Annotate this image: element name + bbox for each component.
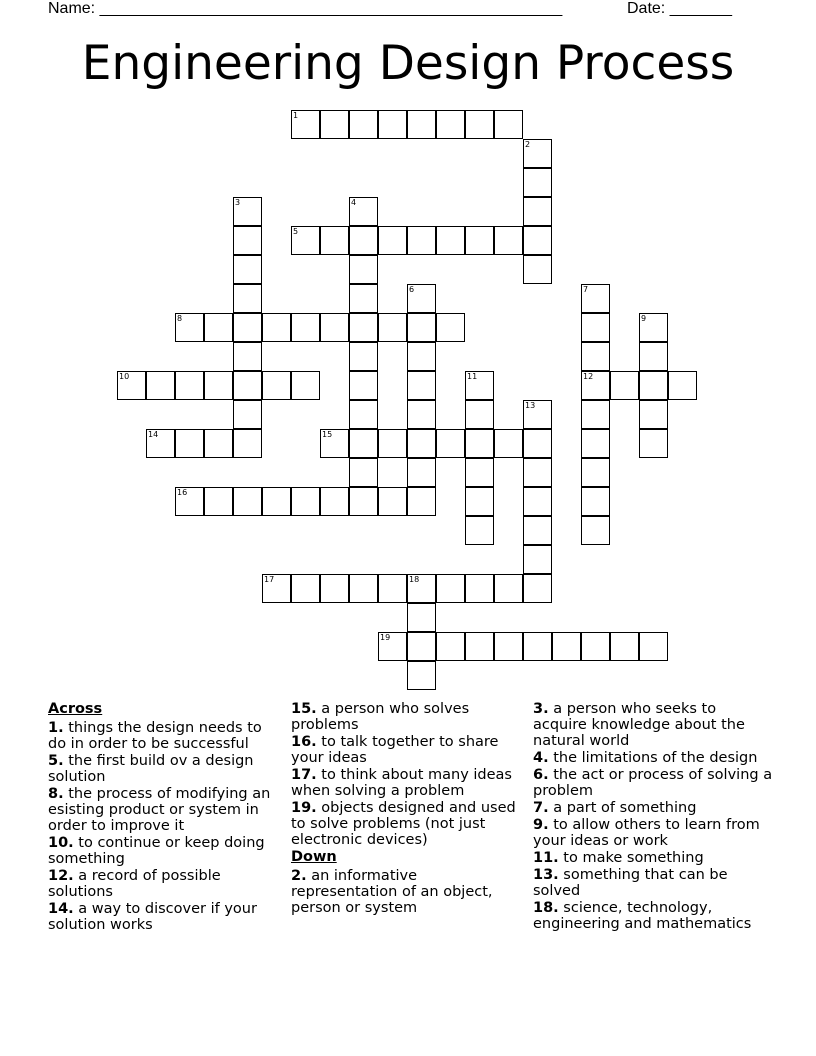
grid-cell[interactable] <box>349 255 378 284</box>
grid-cell[interactable] <box>407 371 436 400</box>
clue-down-7: 7. a part of something <box>533 800 697 816</box>
grid-cell[interactable] <box>639 429 668 458</box>
grid-cell[interactable] <box>320 313 349 342</box>
clue-across-19: 19. objects designed and used to solve problems (not just electronic devices) <box>291 800 516 848</box>
clue-number: 16 <box>177 488 188 497</box>
grid-cell[interactable] <box>349 284 378 313</box>
grid-cell[interactable] <box>581 632 610 661</box>
grid-cell[interactable] <box>494 429 523 458</box>
grid-cell[interactable] <box>407 284 436 313</box>
grid-cell[interactable] <box>407 574 436 603</box>
grid-cell[interactable] <box>581 487 610 516</box>
grid-cell[interactable] <box>320 110 349 139</box>
grid-cell[interactable] <box>494 574 523 603</box>
grid-cell[interactable] <box>291 574 320 603</box>
grid-cell[interactable] <box>581 371 610 400</box>
grid-cell[interactable] <box>581 400 610 429</box>
grid-cell[interactable] <box>407 429 436 458</box>
grid-cell[interactable] <box>639 400 668 429</box>
grid-cell[interactable] <box>262 487 291 516</box>
grid-cell[interactable] <box>523 458 552 487</box>
clue-down-9: 9. to allow others to learn from your ideas or work <box>533 817 760 849</box>
clue-across-1: 1. things the design needs to do in order to be successful <box>48 720 262 752</box>
grid-cell[interactable] <box>204 313 233 342</box>
grid-cell[interactable] <box>378 487 407 516</box>
clue-down-2: 2. an informative representation of an object, person or system <box>291 868 493 916</box>
clue-down-11: 11. to make something <box>533 850 704 866</box>
grid-cell[interactable] <box>407 110 436 139</box>
grid-cell[interactable] <box>494 110 523 139</box>
grid-cell[interactable] <box>639 632 668 661</box>
grid-cell[interactable] <box>581 342 610 371</box>
grid-cell[interactable] <box>465 226 494 255</box>
grid-cell[interactable] <box>349 197 378 226</box>
grid-cell[interactable] <box>233 313 262 342</box>
grid-cell[interactable] <box>523 197 552 226</box>
grid-cell[interactable] <box>639 313 668 342</box>
clues-column-3 <box>533 701 773 933</box>
grid-cell[interactable] <box>262 371 291 400</box>
grid-cell[interactable] <box>436 226 465 255</box>
clue-number: 5 <box>293 227 299 236</box>
grid-cell[interactable] <box>349 400 378 429</box>
grid-cell[interactable] <box>175 487 204 516</box>
grid-cell[interactable] <box>233 371 262 400</box>
grid-cell[interactable] <box>407 603 436 632</box>
clue-number: 1 <box>293 111 299 120</box>
grid-cell[interactable] <box>436 574 465 603</box>
across-heading: Across <box>48 701 103 717</box>
clue-number: 8 <box>177 314 183 323</box>
grid-cell[interactable] <box>407 342 436 371</box>
grid-cell[interactable] <box>581 284 610 313</box>
grid-cell[interactable] <box>465 400 494 429</box>
grid-cell[interactable] <box>407 313 436 342</box>
date-field-label: Date: _______ <box>627 0 732 17</box>
grid-cell[interactable] <box>378 429 407 458</box>
grid-cell[interactable] <box>465 574 494 603</box>
clue-across-10: 10. to continue or keep doing something <box>48 835 265 867</box>
grid-cell[interactable] <box>291 371 320 400</box>
grid-cell[interactable] <box>291 110 320 139</box>
grid-cell[interactable] <box>436 429 465 458</box>
clue-down-6: 6. the act or process of solving a problem <box>533 767 773 799</box>
clue-number: 7 <box>583 285 589 294</box>
clue-number: 19 <box>380 633 391 642</box>
down-heading: Down <box>291 849 337 865</box>
clue-number: 13 <box>525 401 536 410</box>
clue-across-17: 17. to think about many ideas when solving a problem <box>291 767 512 799</box>
grid-cell[interactable] <box>465 429 494 458</box>
clue-down-13: 13. something that can be solved <box>533 867 728 899</box>
clues-column-1 <box>48 701 284 934</box>
grid-cell[interactable] <box>378 574 407 603</box>
grid-cell[interactable] <box>320 574 349 603</box>
grid-cell[interactable] <box>204 429 233 458</box>
grid-cell[interactable] <box>523 545 552 574</box>
grid-cell[interactable] <box>349 458 378 487</box>
clue-across-16: 16. to talk together to share your ideas <box>291 734 499 766</box>
grid-cell[interactable] <box>523 168 552 197</box>
grid-cell[interactable] <box>494 632 523 661</box>
grid-cell[interactable] <box>523 400 552 429</box>
grid-cell[interactable] <box>523 429 552 458</box>
grid-cell[interactable] <box>378 226 407 255</box>
grid-cell[interactable] <box>668 371 697 400</box>
grid-cell[interactable] <box>465 487 494 516</box>
grid-cell[interactable] <box>233 429 262 458</box>
grid-cell[interactable] <box>291 313 320 342</box>
clue-down-4: 4. the limitations of the design <box>533 750 758 766</box>
clue-across-5: 5. the first build ov a design solution <box>48 753 254 785</box>
page-title: Engineering Design Process <box>81 36 735 91</box>
grid-cell[interactable] <box>146 371 175 400</box>
grid-cell[interactable] <box>465 632 494 661</box>
grid-cell[interactable] <box>378 632 407 661</box>
grid-cell[interactable] <box>465 516 494 545</box>
clue-down-18: 18. science, technology, engineering and mathematics <box>533 900 752 932</box>
grid-cell[interactable] <box>262 313 291 342</box>
clues-column-2 <box>291 701 523 917</box>
grid-cell[interactable] <box>436 110 465 139</box>
grid-cell[interactable] <box>523 574 552 603</box>
grid-cell[interactable] <box>233 284 262 313</box>
grid-cell[interactable] <box>233 400 262 429</box>
grid-cell[interactable] <box>175 371 204 400</box>
grid-cell[interactable] <box>320 487 349 516</box>
clue-across-8: 8. the process of modifying an esisting product or system in order to improve it <box>48 786 271 834</box>
grid-cell[interactable] <box>494 226 523 255</box>
grid-cell[interactable] <box>407 632 436 661</box>
grid-cell[interactable] <box>262 574 291 603</box>
clue-number: 11 <box>467 372 478 381</box>
clue-number: 2 <box>525 140 531 149</box>
clue-number: 18 <box>409 575 420 584</box>
grid-cell[interactable] <box>407 400 436 429</box>
grid-cell[interactable] <box>349 371 378 400</box>
grid-cell[interactable] <box>175 313 204 342</box>
grid-cell[interactable] <box>407 226 436 255</box>
clue-number: 15 <box>322 430 333 439</box>
grid-cell[interactable] <box>436 313 465 342</box>
grid-cell[interactable] <box>610 371 639 400</box>
grid-cell[interactable] <box>349 226 378 255</box>
grid-cell[interactable] <box>320 226 349 255</box>
clue-across-12: 12. a record of possible solutions <box>48 868 221 900</box>
grid-cell[interactable] <box>523 226 552 255</box>
grid-cell[interactable] <box>349 110 378 139</box>
grid-cell[interactable] <box>465 371 494 400</box>
grid-cell[interactable] <box>175 429 204 458</box>
grid-cell[interactable] <box>349 574 378 603</box>
grid-cell[interactable] <box>204 371 233 400</box>
grid-cell[interactable] <box>233 487 262 516</box>
grid-cell[interactable] <box>581 429 610 458</box>
grid-cell[interactable] <box>349 487 378 516</box>
clue-across-15: 15. a person who solves problems <box>291 701 470 733</box>
grid-cell[interactable] <box>233 255 262 284</box>
clue-number: 9 <box>641 314 647 323</box>
grid-cell[interactable] <box>407 487 436 516</box>
grid-cell[interactable] <box>581 458 610 487</box>
clue-number: 6 <box>409 285 415 294</box>
grid-cell[interactable] <box>610 632 639 661</box>
grid-cell[interactable] <box>291 226 320 255</box>
clue-number: 12 <box>583 372 594 381</box>
grid-cell[interactable] <box>233 226 262 255</box>
grid-cell[interactable] <box>204 487 233 516</box>
grid-cell[interactable] <box>581 516 610 545</box>
grid-cell[interactable] <box>233 197 262 226</box>
clue-number: 17 <box>264 575 275 584</box>
grid-cell[interactable] <box>407 661 436 690</box>
grid-cell[interactable] <box>320 429 349 458</box>
clue-down-3: 3. a person who seeks to acquire knowledge about the natural world <box>533 701 745 749</box>
grid-cell[interactable] <box>378 110 407 139</box>
grid-cell[interactable] <box>349 429 378 458</box>
grid-cell[interactable] <box>639 371 668 400</box>
clue-across-14: 14. a way to discover if your solution works <box>48 901 257 933</box>
grid-cell[interactable] <box>523 139 552 168</box>
grid-cell[interactable] <box>523 632 552 661</box>
grid-cell[interactable] <box>465 458 494 487</box>
clue-number: 4 <box>351 198 357 207</box>
clue-number: 3 <box>235 198 241 207</box>
grid-cell[interactable] <box>523 487 552 516</box>
grid-cell[interactable] <box>146 429 175 458</box>
grid-cell[interactable] <box>117 371 146 400</box>
grid-cell[interactable] <box>291 487 320 516</box>
grid-cell[interactable] <box>639 342 668 371</box>
grid-cell[interactable] <box>349 313 378 342</box>
grid-cell[interactable] <box>465 110 494 139</box>
clue-number: 10 <box>119 372 130 381</box>
grid-cell[interactable] <box>523 516 552 545</box>
grid-cell[interactable] <box>349 342 378 371</box>
name-field-label: Name: ____________________________________________________ <box>48 0 563 17</box>
grid-cell[interactable] <box>523 255 552 284</box>
grid-cell[interactable] <box>552 632 581 661</box>
grid-cell[interactable] <box>378 313 407 342</box>
clue-number: 14 <box>148 430 159 439</box>
grid-cell[interactable] <box>407 458 436 487</box>
grid-cell[interactable] <box>436 632 465 661</box>
grid-cell[interactable] <box>233 342 262 371</box>
grid-cell[interactable] <box>581 313 610 342</box>
